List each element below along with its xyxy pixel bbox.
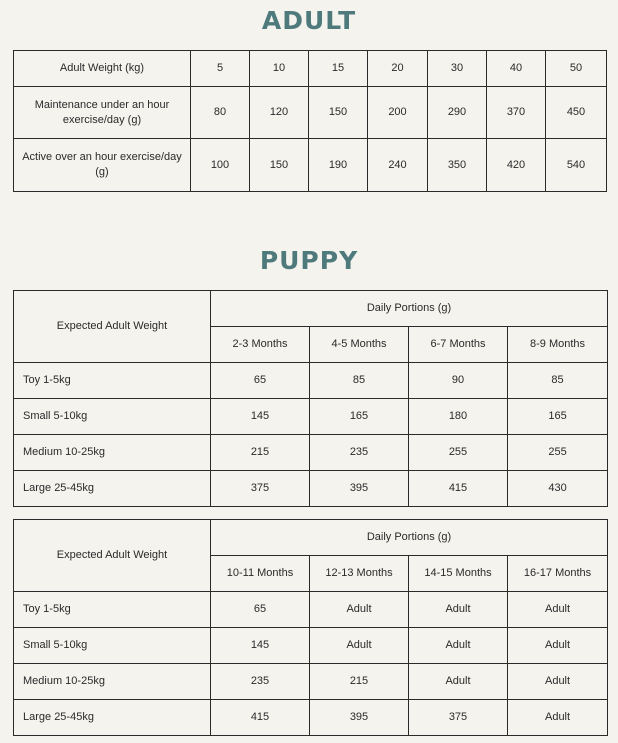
expected-weight-header: Expected Adult Weight (14, 520, 211, 592)
row-label: Large 25-45kg (14, 471, 211, 507)
table-cell: 90 (409, 363, 508, 399)
adult-weight-label: Adult Weight (kg) (14, 51, 191, 87)
adult-weight-value: 50 (546, 51, 607, 87)
table-cell: 145 (211, 628, 310, 664)
table-cell: Adult (409, 592, 508, 628)
age-header: 6-7 Months (409, 327, 508, 363)
row-label: Maintenance under an hour exercise/day (g) (14, 87, 191, 139)
age-header: 10-11 Months (211, 556, 310, 592)
row-label: Active over an hour exercise/day (g) (14, 139, 191, 192)
table-cell: 235 (310, 435, 409, 471)
row-label: Small 5-10kg (14, 628, 211, 664)
adult-weight-header-row (14, 51, 607, 87)
table-cell: 165 (508, 399, 608, 435)
table-cell: 145 (211, 399, 310, 435)
table-cell: 85 (508, 363, 608, 399)
row-label: Large 25-45kg (14, 700, 211, 736)
adult-weight-value: 5 (191, 51, 250, 87)
table-cell: 190 (309, 139, 368, 192)
table-cell: 100 (191, 139, 250, 192)
puppy-feeding-table-2 (13, 519, 608, 736)
table-cell: Adult (508, 664, 608, 700)
puppy-heading: PUPPY (259, 246, 359, 275)
table-cell: 150 (309, 87, 368, 139)
expected-weight-header: Expected Adult Weight (14, 291, 211, 363)
table-cell: 375 (409, 700, 508, 736)
table-row (14, 592, 608, 628)
table-row (14, 363, 608, 399)
table-cell: 85 (310, 363, 409, 399)
row-label: Medium 10-25kg (14, 435, 211, 471)
table-cell: Adult (508, 592, 608, 628)
table-cell: Adult (310, 628, 409, 664)
table-cell: 420 (487, 139, 546, 192)
table-cell: Adult (508, 700, 608, 736)
table-cell: 375 (211, 471, 310, 507)
table-cell: 255 (409, 435, 508, 471)
table-row (14, 399, 608, 435)
table-cell: 370 (487, 87, 546, 139)
table-cell: 65 (211, 592, 310, 628)
table-cell: 120 (250, 87, 309, 139)
puppy-header-row (14, 520, 608, 556)
table-cell: 450 (546, 87, 607, 139)
row-label: Medium 10-25kg (14, 664, 211, 700)
adult-heading: ADULT (261, 6, 357, 35)
puppy-feeding-table-1 (13, 290, 608, 507)
age-header: 2-3 Months (211, 327, 310, 363)
table-cell: 290 (428, 87, 487, 139)
table-cell: Adult (508, 628, 608, 664)
puppy-header-row (14, 291, 608, 327)
adult-weight-value: 40 (487, 51, 546, 87)
adult-active-row (14, 139, 607, 192)
table-cell: 215 (310, 664, 409, 700)
row-label: Toy 1-5kg (14, 592, 211, 628)
table-cell: 540 (546, 139, 607, 192)
table-cell: 415 (211, 700, 310, 736)
table-cell: 255 (508, 435, 608, 471)
age-header: 4-5 Months (310, 327, 409, 363)
table-cell: 395 (310, 471, 409, 507)
adult-weight-value: 30 (428, 51, 487, 87)
table-cell: 350 (428, 139, 487, 192)
age-header: 8-9 Months (508, 327, 608, 363)
table-row (14, 435, 608, 471)
daily-portions-header: Daily Portions (g) (211, 291, 608, 327)
table-row (14, 628, 608, 664)
table-cell: 235 (211, 664, 310, 700)
age-header: 14-15 Months (409, 556, 508, 592)
table-cell: 180 (409, 399, 508, 435)
table-row (14, 471, 608, 507)
table-cell: 430 (508, 471, 608, 507)
table-cell: Adult (310, 592, 409, 628)
adult-weight-value: 20 (368, 51, 428, 87)
table-cell: 150 (250, 139, 309, 192)
table-cell: 65 (211, 363, 310, 399)
adult-weight-value: 10 (250, 51, 309, 87)
table-cell: 165 (310, 399, 409, 435)
table-cell: 415 (409, 471, 508, 507)
table-cell: 80 (191, 87, 250, 139)
age-header: 12-13 Months (310, 556, 409, 592)
table-cell: 200 (368, 87, 428, 139)
table-cell: 215 (211, 435, 310, 471)
row-label: Toy 1-5kg (14, 363, 211, 399)
table-cell: Adult (409, 628, 508, 664)
adult-feeding-table (13, 50, 607, 192)
age-header: 16-17 Months (508, 556, 608, 592)
table-row (14, 700, 608, 736)
row-label: Small 5-10kg (14, 399, 211, 435)
daily-portions-header: Daily Portions (g) (211, 520, 608, 556)
table-cell: 395 (310, 700, 409, 736)
table-cell: 240 (368, 139, 428, 192)
table-row (14, 664, 608, 700)
table-cell: Adult (409, 664, 508, 700)
adult-weight-value: 15 (309, 51, 368, 87)
adult-maintenance-row (14, 87, 607, 139)
